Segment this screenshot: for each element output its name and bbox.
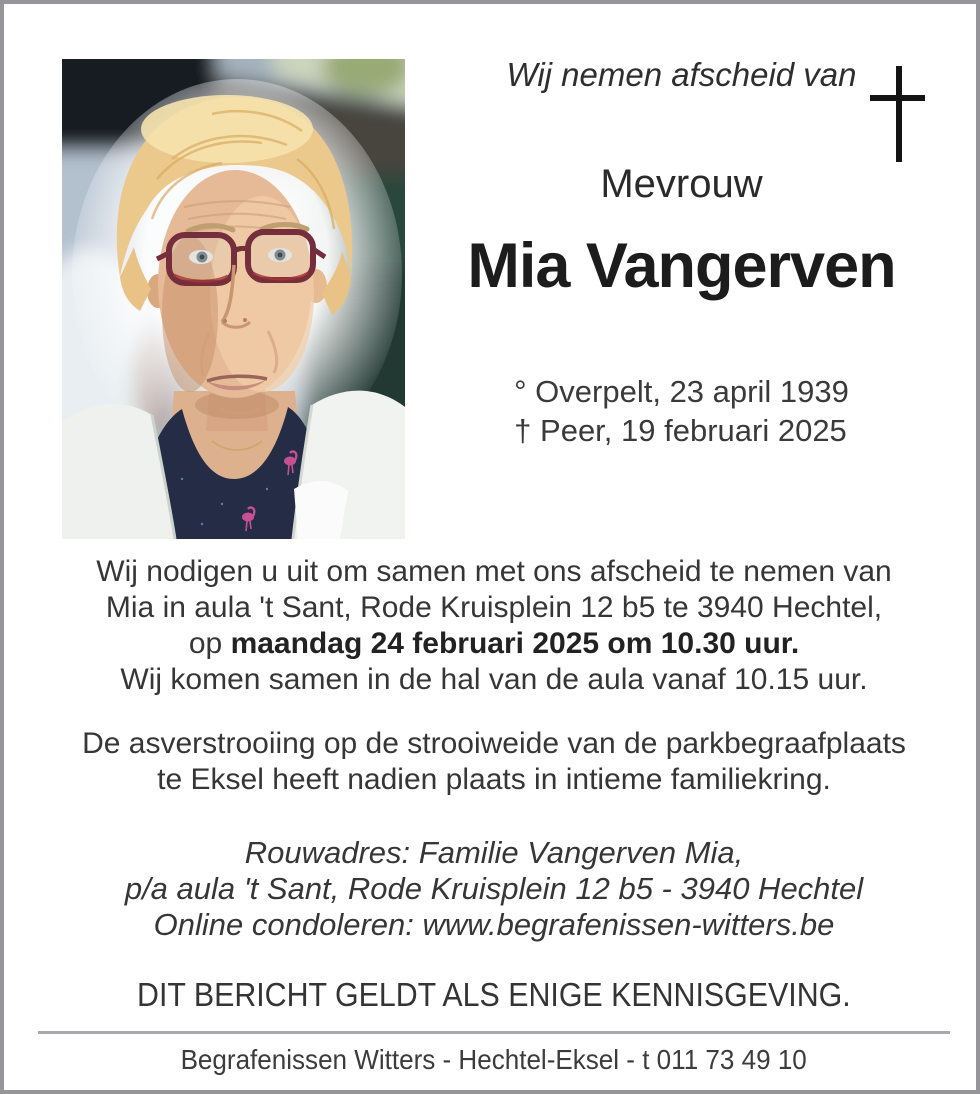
invitation-line-4: Wij komen samen in de hal van de aula vanaf 10.15 uur. xyxy=(120,663,868,696)
invitation-line-3 xyxy=(4,626,980,662)
ceremony-datetime: maandag 24 februari 2025 om 10.30 uur. xyxy=(230,627,800,660)
notice-text: DIT BERICHT GELDT ALS ENIGE KENNISGEVING. xyxy=(137,976,851,1013)
intro-text: Wij nemen afscheid van xyxy=(506,56,857,93)
cross-horizontal-bar xyxy=(870,95,925,101)
scattering-paragraph xyxy=(4,726,980,798)
invitation-line-3-prefix: op xyxy=(188,627,231,660)
invitation-line-1: Wij nodigen u uit om samen met ons afscheid te nemen van xyxy=(96,555,892,588)
funeral-home-contact: Begrafenissen Witters - Hechtel-Eksel - t 011 73 49 10 xyxy=(180,1044,808,1075)
birth-line: ° Overpelt, 23 april 1939 xyxy=(514,374,849,409)
notice-block xyxy=(4,976,980,1014)
mourning-address-paragraph xyxy=(4,835,980,943)
mourning-address-line-1: Rouwadres: Familie Vangerven Mia, xyxy=(244,835,744,870)
cross-vertical-bar xyxy=(896,66,902,162)
condolence-website: Online condoleren: www.begrafenissen-witters.be xyxy=(153,907,835,942)
cross-icon xyxy=(870,66,925,162)
footer-block xyxy=(4,1044,980,1076)
deceased-name: Mia Vangerven xyxy=(467,231,896,301)
scattering-line-2: te Eksel heeft nadien plaats in intieme familiekring. xyxy=(157,763,831,796)
portrait-photo xyxy=(62,59,405,539)
divider xyxy=(38,1031,950,1034)
mourning-address-line-2: p/a aula 't Sant, Rode Kruisplein 12 b5 - 3940 Hechtel xyxy=(124,871,864,906)
invitation-paragraph xyxy=(4,554,980,698)
death-line: † Peer, 19 februari 2025 xyxy=(514,413,847,448)
salutation: Mevrouw xyxy=(600,162,763,206)
portrait-illustration xyxy=(62,59,405,539)
life-dates xyxy=(409,372,954,450)
scattering-line-1: De asverstrooiing op de strooiweide van de parkbegraafplaats xyxy=(82,727,906,760)
invitation-line-2: Mia in aula 't Sant, Rode Kruisplein 12 b5 te 3940 Hechtel, xyxy=(105,591,883,624)
